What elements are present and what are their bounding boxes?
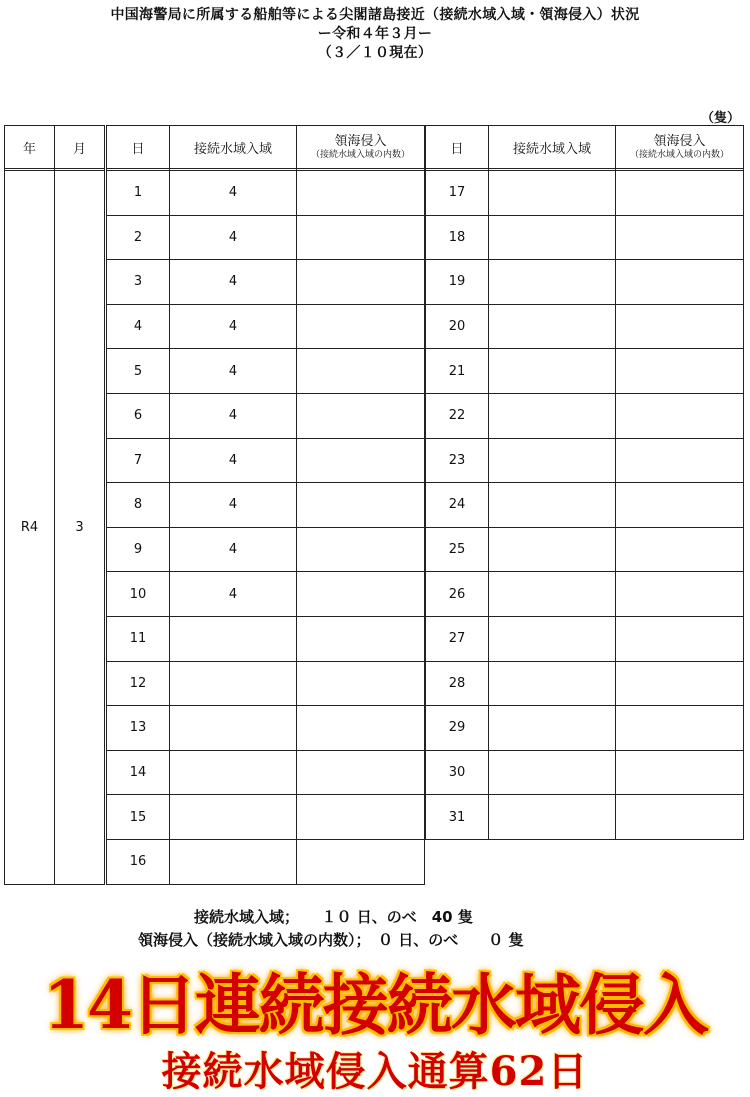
territorial-count-cell: [297, 215, 425, 260]
contiguous-count-cell: 4: [170, 304, 297, 349]
territorial-count-cell: [297, 438, 425, 483]
day-cell: 19: [426, 260, 489, 305]
month-cell: 3: [55, 171, 106, 885]
territorial-count-cell: [616, 661, 744, 706]
contiguous-count-cell: [170, 706, 297, 751]
territorial-count-cell: [616, 304, 744, 349]
table-row: [426, 393, 744, 438]
year-cell: R4: [5, 171, 55, 885]
table-row: [426, 527, 744, 572]
day-cell: 3: [106, 260, 170, 305]
territorial-count-cell: [616, 260, 744, 305]
header-contiguous: 接続水域入域: [170, 126, 297, 169]
day-cell: 27: [426, 616, 489, 661]
territorial-count-cell: [297, 839, 425, 884]
table-row: [426, 661, 744, 706]
day-cell: 25: [426, 527, 489, 572]
header-contiguous: 接続水域入域: [489, 126, 616, 169]
contiguous-count-cell: [170, 661, 297, 706]
header-territorial-sub: （接続水域入域の内数）: [310, 149, 410, 160]
day-cell: 11: [106, 616, 170, 661]
contiguous-count-cell: 4: [170, 349, 297, 394]
contiguous-count-cell: 4: [170, 438, 297, 483]
contiguous-count-cell: 4: [170, 483, 297, 528]
contiguous-count-cell: [489, 215, 616, 260]
territorial-count-cell: [616, 483, 744, 528]
contiguous-count-cell: [170, 839, 297, 884]
day-cell: 20: [426, 304, 489, 349]
contiguous-count-cell: [489, 795, 616, 840]
day-cell: 15: [106, 795, 170, 840]
unit-label: （隻）: [700, 111, 740, 126]
left-data-table: [4, 125, 425, 885]
territorial-count-cell: [297, 171, 425, 216]
territorial-count-cell: [616, 706, 744, 751]
summary-territorial: 領海侵入（接続水域入域の内数）； ０ 日、のべ ０ 隻: [138, 931, 524, 949]
left-header-row: [5, 126, 425, 169]
contiguous-count-cell: [170, 616, 297, 661]
contiguous-count-cell: [489, 393, 616, 438]
table-row: [426, 750, 744, 795]
territorial-count-cell: [616, 795, 744, 840]
territorial-count-cell: [616, 527, 744, 572]
territorial-count-cell: [297, 483, 425, 528]
table-row: [426, 304, 744, 349]
contiguous-count-cell: [170, 795, 297, 840]
day-cell: 6: [106, 393, 170, 438]
day-cell: 7: [106, 438, 170, 483]
day-cell: 29: [426, 706, 489, 751]
header-month: 月: [55, 126, 106, 169]
header-territorial-label: 領海侵入: [334, 133, 387, 149]
headline-main: 14日連続接続水域侵入: [43, 966, 707, 1044]
contiguous-count-cell: [489, 661, 616, 706]
table-row: [426, 706, 744, 751]
contiguous-count-cell: [489, 260, 616, 305]
day-cell: 1: [106, 171, 170, 216]
day-cell: 17: [426, 171, 489, 216]
day-cell: 14: [106, 750, 170, 795]
contiguous-count-cell: [489, 616, 616, 661]
table-row: [426, 795, 744, 840]
day-cell: 28: [426, 661, 489, 706]
day-cell: 23: [426, 438, 489, 483]
territorial-count-cell: [297, 706, 425, 751]
contiguous-count-cell: [489, 750, 616, 795]
day-cell: 4: [106, 304, 170, 349]
table-row: [5, 171, 425, 216]
header-year: 年: [5, 126, 55, 169]
table-row: [426, 260, 744, 305]
table-row: [426, 349, 744, 394]
contiguous-count-cell: [489, 527, 616, 572]
day-cell: 9: [106, 527, 170, 572]
table-row: [426, 483, 744, 528]
contiguous-count-cell: [489, 483, 616, 528]
territorial-count-cell: [297, 527, 425, 572]
document-title: 中国海警局に所属する船舶等による尖閣諸島接近（接続水域入域・領海侵入）状況: [110, 7, 640, 23]
table-row: [426, 438, 744, 483]
contiguous-count-cell: 4: [170, 260, 297, 305]
day-cell: 31: [426, 795, 489, 840]
document-subtitle-period: ー令和４年３月ー: [317, 26, 433, 42]
contiguous-count-cell: 4: [170, 171, 297, 216]
contiguous-count-cell: [489, 706, 616, 751]
territorial-count-cell: [616, 438, 744, 483]
document-subtitle-asof: （３／１０現在）: [317, 45, 433, 61]
territorial-count-cell: [297, 393, 425, 438]
contiguous-count-cell: [170, 750, 297, 795]
summary-contiguous: 接続水域入域； １０ 日、のべ 40 隻: [194, 908, 473, 926]
table-row: [426, 572, 744, 617]
contiguous-count-cell: [489, 572, 616, 617]
territorial-count-cell: [297, 661, 425, 706]
territorial-count-cell: [616, 215, 744, 260]
table-row: [426, 616, 744, 661]
day-cell: 18: [426, 215, 489, 260]
right-data-table: [425, 125, 744, 840]
contiguous-count-cell: 4: [170, 215, 297, 260]
territorial-count-cell: [297, 750, 425, 795]
right-header-row: [426, 126, 744, 169]
day-cell: 21: [426, 349, 489, 394]
territorial-count-cell: [297, 260, 425, 305]
day-cell: 5: [106, 349, 170, 394]
territorial-count-cell: [297, 349, 425, 394]
day-cell: 10: [106, 572, 170, 617]
contiguous-count-cell: [489, 171, 616, 216]
header-territorial: [297, 126, 425, 169]
day-cell: 2: [106, 215, 170, 260]
contiguous-count-cell: 4: [170, 527, 297, 572]
territorial-count-cell: [616, 750, 744, 795]
day-cell: 30: [426, 750, 489, 795]
table-row: [426, 215, 744, 260]
territorial-count-cell: [616, 171, 744, 216]
territorial-count-cell: [616, 616, 744, 661]
territorial-count-cell: [297, 795, 425, 840]
contiguous-count-cell: [489, 438, 616, 483]
header-territorial-label: 領海侵入: [653, 133, 706, 149]
day-cell: 12: [106, 661, 170, 706]
contiguous-count-cell: [489, 304, 616, 349]
day-cell: 24: [426, 483, 489, 528]
header-day: 日: [106, 126, 170, 169]
headline-sub: 接続水域侵入通算62日: [161, 1048, 589, 1095]
day-cell: 8: [106, 483, 170, 528]
territorial-count-cell: [297, 616, 425, 661]
territorial-count-cell: [616, 572, 744, 617]
territorial-count-cell: [297, 572, 425, 617]
day-cell: 16: [106, 839, 170, 884]
day-cell: 22: [426, 393, 489, 438]
header-territorial: [616, 126, 744, 169]
contiguous-count-cell: [489, 349, 616, 394]
day-cell: 13: [106, 706, 170, 751]
day-cell: 26: [426, 572, 489, 617]
header-territorial-sub: （接続水域入域の内数）: [629, 149, 729, 160]
territorial-count-cell: [616, 349, 744, 394]
header-day: 日: [426, 126, 489, 169]
territorial-count-cell: [616, 393, 744, 438]
contiguous-count-cell: 4: [170, 393, 297, 438]
territorial-count-cell: [297, 304, 425, 349]
table-row: [426, 171, 744, 216]
contiguous-count-cell: 4: [170, 572, 297, 617]
